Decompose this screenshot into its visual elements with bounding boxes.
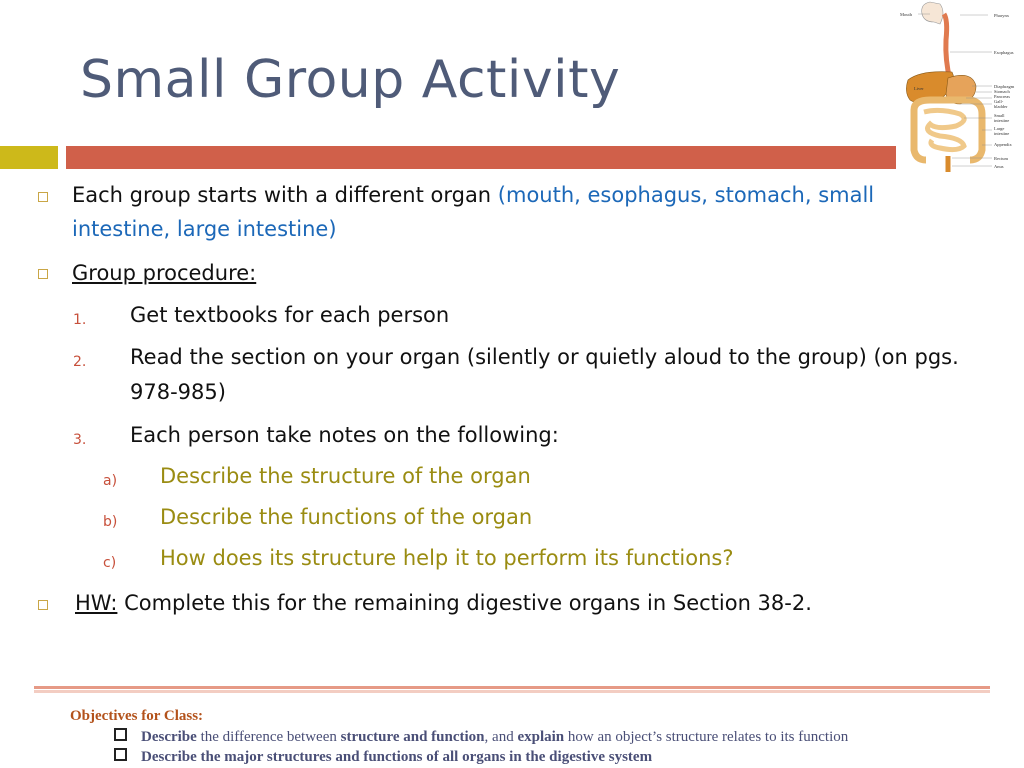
bullet-1-organs-line1: (mouth, esophagus, stomach, small	[497, 183, 875, 207]
label-stomach: Stomach	[994, 89, 1010, 94]
step-2-text-line2: 978-985)	[130, 380, 226, 404]
label-large-intestine: intestine	[994, 131, 1010, 136]
step-number-3: 3.	[73, 432, 87, 448]
step-2-text-line1: Read the section on your organ (silently or quietly aloud to the group) (on pgs.	[130, 345, 959, 369]
step-number-2: 2.	[73, 354, 87, 370]
accent-bar-gold	[0, 146, 58, 169]
homework-line	[75, 586, 812, 620]
accent-bar-orange	[66, 146, 896, 169]
bullet-1-line1	[72, 178, 932, 212]
checkbox-square-icon	[114, 728, 127, 741]
bullet-1-text: Each group starts with a different organ	[72, 183, 498, 207]
label-gall: Gall-	[994, 99, 1004, 104]
label-mouth: Mouth	[900, 12, 913, 17]
sub-letter-a: a)	[103, 473, 118, 489]
objectives-heading: Objectives for Class:	[70, 708, 204, 724]
digestive-system-diagram	[900, 0, 1024, 175]
bullet-square-1	[38, 192, 48, 202]
label-esophagus: Esophagus	[994, 50, 1014, 55]
sub-a-text: Describe the structure of the organ	[160, 464, 531, 488]
step-number-1: 1.	[73, 312, 87, 328]
group-procedure-heading: Group procedure:	[72, 261, 257, 285]
label-small: Small	[994, 113, 1005, 118]
label-large: Large	[994, 126, 1005, 131]
sub-b-text: Describe the functions of the organ	[160, 505, 533, 529]
bullet-square-2	[38, 269, 48, 279]
step-3-text: Each person take notes on the following:	[130, 423, 559, 447]
objective-item-2: Describe the major structures and functions of all organs in the digestive system	[114, 748, 652, 766]
slide-title: Small Group Activity	[80, 50, 621, 110]
label-appendix: Appendix	[994, 142, 1012, 147]
homework-text: Complete this for the remaining digestive organs in Section 38-2.	[117, 591, 812, 615]
label-small-intestine: intestine	[994, 118, 1010, 123]
label-diaphragm: Diaphragm	[994, 84, 1015, 89]
homework-label: HW:	[75, 591, 118, 615]
label-pancreas: Pancreas	[994, 94, 1010, 99]
label-liver: Liver	[914, 86, 924, 91]
label-anus: Anus	[994, 164, 1004, 169]
label-rectum: Rectum	[994, 156, 1008, 161]
bullet-1-organs-line2: intestine, large intestine)	[72, 217, 337, 241]
footer-divider	[34, 686, 990, 689]
sub-letter-c: c)	[103, 555, 117, 571]
bullet-square-3	[38, 600, 48, 610]
label-pharynx: Pharynx	[994, 13, 1009, 18]
sub-c-text: How does its structure help it to perform its functions?	[160, 546, 734, 570]
sub-letter-b: b)	[103, 514, 118, 530]
objective-item-1: Describe the difference between structure and function, and explain how an object’s structure relates to its function	[114, 728, 848, 746]
label-bladder: bladder	[994, 104, 1008, 109]
step-1-text: Get textbooks for each person	[130, 303, 450, 327]
checkbox-square-icon	[114, 748, 127, 761]
footer-divider-light	[34, 690, 990, 693]
